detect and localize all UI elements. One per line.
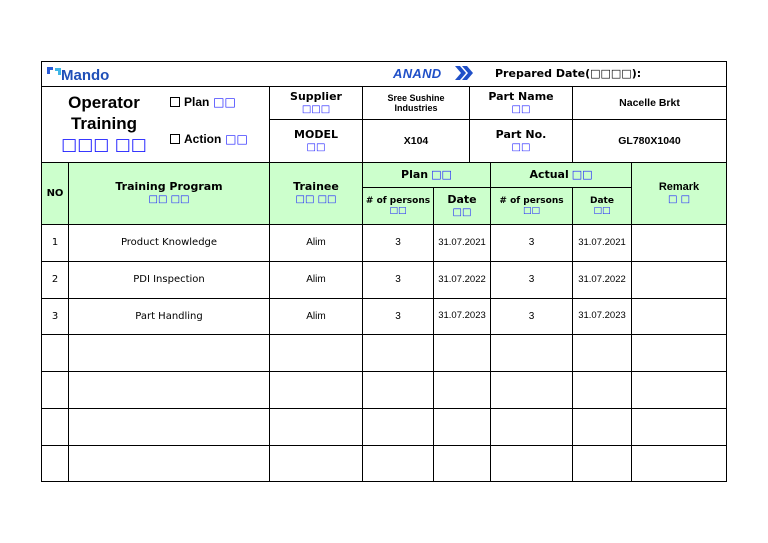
cell-actual-date: 31.07.2022: [578, 273, 626, 285]
cell-remark: [632, 446, 726, 481]
cell-actual-date: 31.07.2021: [578, 236, 626, 248]
col-header-plan-persons: [363, 188, 433, 224]
cell-actual-persons: 3: [528, 310, 535, 322]
cell-program: [69, 335, 269, 371]
cell-plan-date: [434, 372, 490, 408]
plan-option[interactable]: [170, 95, 266, 111]
actual-date-kr: □□: [593, 206, 611, 216]
prepared-date-label: [495, 64, 695, 84]
cell-plan-persons: 3: [395, 274, 401, 286]
cell-trainee: [270, 335, 362, 371]
rule: [41, 481, 727, 482]
cell-actual-date: [573, 446, 631, 481]
col-header-no: [42, 163, 68, 224]
actual-persons-text: # of persons: [499, 195, 564, 206]
model-label-text: MODEL: [294, 127, 338, 141]
cell-trainee: Alim: [306, 237, 326, 249]
rule: [726, 61, 727, 482]
cell-plan-persons: 3: [395, 237, 401, 249]
cell-remark: [632, 225, 726, 261]
col-header-no-text: NO: [46, 187, 64, 199]
cell-actual-persons: [491, 446, 572, 481]
part-name-value-text: Nacelle Brkt: [619, 96, 680, 109]
action-option[interactable]: [170, 132, 266, 148]
plan-checkbox[interactable]: [170, 97, 180, 107]
part-name-label: [470, 87, 572, 119]
plan-date-text: Date: [447, 192, 477, 206]
cell-plan-date: 31.07.2021: [438, 236, 486, 248]
col-header-plan-date: [434, 188, 490, 224]
action-checkbox[interactable]: [170, 134, 180, 144]
cell-program: [69, 446, 269, 481]
col-header-trainee-kr: □□ □□: [295, 194, 337, 206]
actual-persons-kr: □□: [522, 206, 540, 216]
cell-no: [42, 409, 68, 445]
cell-no: 2: [51, 274, 59, 286]
cell-plan-persons: [363, 409, 433, 445]
cell-plan-date: [434, 446, 490, 481]
part-no-value: [573, 120, 726, 162]
actual-date-text: Date: [590, 195, 614, 206]
col-header-remark-kr: □ □: [667, 194, 691, 206]
supplier-value-line1: Sree Sushine: [387, 92, 445, 103]
cell-remark: [632, 262, 726, 298]
action-option-label: Action: [184, 132, 222, 146]
form-title: [41, 87, 167, 162]
plan-option-label: Plan: [184, 95, 210, 109]
plan-option-kr: □□: [213, 95, 236, 109]
cell-plan-date: 31.07.2023: [438, 310, 486, 322]
cell-actual-date: [573, 409, 631, 445]
col-header-actual-date: [573, 188, 631, 224]
mando-logo: [46, 64, 156, 86]
cell-plan-persons: [363, 335, 433, 371]
col-header-actual-persons: [491, 188, 572, 224]
cell-plan-persons: [363, 372, 433, 408]
cell-actual-persons: [491, 372, 572, 408]
cell-program: Product Knowledge: [120, 237, 218, 249]
cell-no: 3: [51, 310, 59, 322]
action-option-kr: □□: [225, 132, 248, 146]
col-header-actual-text: Actual: [529, 167, 569, 181]
title-line2: Training: [70, 114, 138, 133]
cell-plan-persons: [363, 446, 433, 481]
col-header-plan-text: Plan: [401, 167, 429, 181]
cell-no: [42, 335, 68, 371]
cell-program: PDI Inspection: [133, 274, 205, 286]
brand-text: ANAND: [393, 66, 442, 81]
part-no-value-text: GL780X1040: [618, 134, 681, 147]
col-header-plan: [363, 163, 490, 187]
cell-remark: [632, 299, 726, 334]
cell-trainee: Alim: [306, 310, 326, 322]
part-name-value: [573, 87, 726, 119]
cell-plan-date: [434, 409, 490, 445]
cell-trainee: [270, 372, 362, 408]
cell-plan-date: 31.07.2022: [438, 273, 486, 285]
cell-program: Part Handling: [135, 310, 203, 322]
logo-text: Mando: [61, 67, 110, 84]
prepared-date-text: Prepared Date(□□□□):: [495, 66, 642, 80]
training-form: [41, 61, 727, 482]
col-header-trainee-text: Trainee: [293, 180, 339, 194]
cell-remark: [632, 372, 726, 408]
cell-remark: [632, 335, 726, 371]
part-no-label: [470, 120, 572, 162]
col-header-program: [69, 163, 269, 224]
model-label-kr: □□: [306, 141, 326, 153]
cell-trainee: [270, 446, 362, 481]
title-kr: □□□ □□: [61, 135, 147, 155]
rule: [41, 61, 727, 62]
col-header-trainee: [270, 163, 362, 224]
plan-date-kr: □□: [452, 206, 472, 218]
model-label: [270, 120, 362, 162]
col-header-actual-kr: □□: [571, 167, 593, 181]
cell-actual-persons: 3: [528, 237, 535, 249]
cell-actual-persons: [491, 409, 572, 445]
cell-no: [42, 372, 68, 408]
title-line1: Operator: [68, 93, 140, 112]
supplier-label-text: Supplier: [290, 89, 342, 103]
supplier-label: [270, 87, 362, 119]
supplier-value-line2: Industries: [394, 103, 438, 113]
chevron-right-icon: [454, 65, 474, 81]
cell-program: [69, 372, 269, 408]
col-header-plan-kr: □□: [431, 167, 452, 181]
cell-trainee: [270, 409, 362, 445]
plan-persons-text: # of persons: [365, 195, 431, 206]
cell-actual-date: 31.07.2023: [578, 310, 626, 322]
cell-no: [42, 446, 68, 481]
part-no-label-text: Part No.: [495, 127, 547, 141]
supplier-value: [363, 87, 469, 119]
cell-actual-persons: 3: [528, 274, 535, 286]
mando-logo-mark: [46, 65, 62, 79]
part-no-label-kr: □□: [511, 141, 531, 153]
cell-plan-persons: 3: [395, 310, 401, 322]
cell-actual-persons: [491, 335, 572, 371]
cell-actual-date: [573, 372, 631, 408]
part-name-label-text: Part Name: [488, 89, 554, 103]
cell-actual-date: [573, 335, 631, 371]
plan-persons-kr: □□: [389, 206, 407, 216]
anand-logo: [393, 65, 475, 83]
model-value-text: X104: [403, 134, 429, 147]
cell-remark: [632, 409, 726, 445]
col-header-program-kr: □□ □□: [148, 194, 190, 206]
col-header-remark-text: Remark: [658, 181, 700, 194]
cell-program: [69, 409, 269, 445]
cell-no: 1: [51, 237, 59, 249]
col-header-remark: [632, 163, 726, 224]
model-value: [363, 120, 469, 162]
cell-plan-date: [434, 335, 490, 371]
col-header-actual: [491, 163, 631, 187]
part-name-label-kr: □□: [511, 103, 531, 115]
cell-trainee: Alim: [306, 274, 326, 286]
supplier-label-kr: □□□: [301, 103, 331, 115]
col-header-program-text: Training Program: [115, 180, 223, 194]
